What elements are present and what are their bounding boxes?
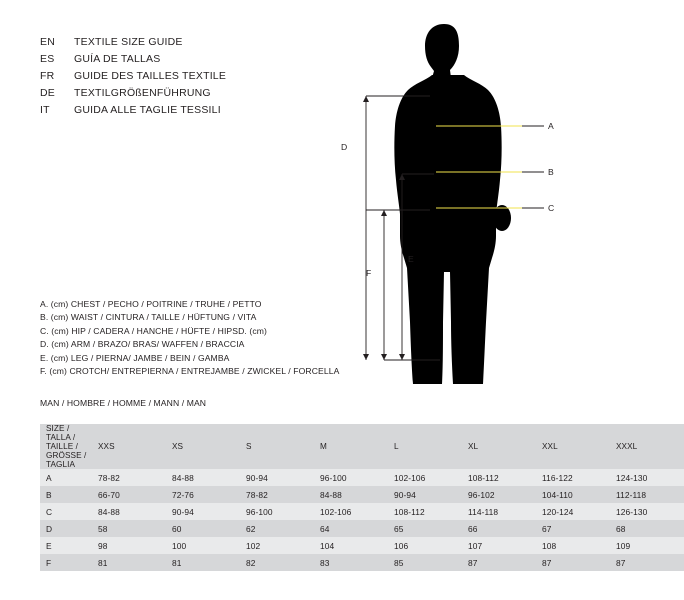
table-row bbox=[40, 469, 684, 486]
table-cell: 84-88 bbox=[166, 469, 240, 486]
table-cell: 102-106 bbox=[388, 469, 462, 486]
table-cell: 100 bbox=[166, 537, 240, 554]
table-cell: 124-130 bbox=[610, 469, 684, 486]
table-cell: 116-122 bbox=[536, 469, 610, 486]
table-cell: 90-94 bbox=[240, 469, 314, 486]
table-cell: 64 bbox=[314, 520, 388, 537]
legend-row-a: A. (cm) CHEST / PECHO / POITRINE / TRUHE / PETTO bbox=[40, 299, 262, 309]
table-row bbox=[40, 554, 684, 571]
size-table bbox=[40, 424, 684, 571]
table-cell: 90-94 bbox=[388, 486, 462, 503]
table-cell: 108-112 bbox=[462, 469, 536, 486]
table-row bbox=[40, 486, 684, 503]
table-header-cell: XXL bbox=[536, 424, 610, 469]
table-cell: 66-70 bbox=[92, 486, 166, 503]
legend-row-c: C. (cm) HIP / CADERA / HANCHE / HÜFTE / HIPSD. (cm) bbox=[40, 325, 267, 336]
table-cell: 112-118 bbox=[610, 486, 684, 503]
table-cell: 96-100 bbox=[240, 503, 314, 520]
table-header-cell: XS bbox=[166, 424, 240, 469]
table-cell: 84-88 bbox=[314, 486, 388, 503]
table-header-cell: XXS bbox=[92, 424, 166, 469]
table-header-cell: SIZE / TALLA / TAILLE / GRÖSSE / TAGLIA bbox=[40, 424, 92, 469]
table-cell: 83 bbox=[314, 554, 388, 571]
table-cell: 85 bbox=[388, 554, 462, 571]
table-header-cell: S bbox=[240, 424, 314, 469]
table-cell: 102-106 bbox=[314, 503, 388, 520]
table-cell: 98 bbox=[92, 537, 166, 554]
title-text: TEXTILE SIZE GUIDE bbox=[74, 36, 183, 48]
title-language-code: FR bbox=[40, 70, 55, 82]
title-language-code: IT bbox=[40, 104, 50, 116]
table-cell: 108-112 bbox=[388, 503, 462, 520]
title-text: GUIDA ALLE TAGLIE TESSILI bbox=[74, 104, 221, 116]
measurement-label-f: F bbox=[366, 268, 372, 278]
table-cell: 62 bbox=[240, 520, 314, 537]
table-header-cell: XXXL bbox=[610, 424, 684, 469]
table-cell: 90-94 bbox=[166, 503, 240, 520]
size-table-wrapper bbox=[40, 424, 648, 571]
legend-row-d: D. (cm) ARM / BRAZO/ BRAS/ WAFFEN / BRACCIA bbox=[40, 339, 245, 350]
title-row bbox=[40, 36, 370, 53]
table-cell: 87 bbox=[610, 554, 684, 571]
table-cell: 67 bbox=[536, 520, 610, 537]
table-cell: 81 bbox=[92, 554, 166, 571]
table-row bbox=[40, 537, 684, 554]
table-row-label: E bbox=[40, 537, 92, 554]
table-cell: 84-88 bbox=[92, 503, 166, 520]
measurement-label-a: A bbox=[548, 121, 554, 131]
table-cell: 58 bbox=[92, 520, 166, 537]
table-cell: 114-118 bbox=[462, 503, 536, 520]
table-cell: 106 bbox=[388, 537, 462, 554]
table-cell: 72-76 bbox=[166, 486, 240, 503]
table-cell: 68 bbox=[610, 520, 684, 537]
table-row-label: C bbox=[40, 503, 92, 520]
table-cell: 96-102 bbox=[462, 486, 536, 503]
table-cell: 104-110 bbox=[536, 486, 610, 503]
table-row bbox=[40, 520, 684, 537]
table-cell: 126-130 bbox=[610, 503, 684, 520]
table-row-label: F bbox=[40, 554, 92, 571]
table-cell: 82 bbox=[240, 554, 314, 571]
table-cell: 65 bbox=[388, 520, 462, 537]
title-text: GUÍA DE TALLAS bbox=[74, 53, 161, 65]
table-header-row bbox=[40, 424, 684, 469]
table-row bbox=[40, 503, 684, 520]
table-header-cell: L bbox=[388, 424, 462, 469]
title-row bbox=[40, 70, 370, 87]
title-text: GUIDE DES TAILLES TEXTILE bbox=[74, 70, 227, 82]
table-row-label: D bbox=[40, 520, 92, 537]
legend-row-f: F. (cm) CROTCH/ ENTREPIERNA / ENTREJAMBE / ZWICKEL / FORCELLA bbox=[40, 366, 340, 377]
table-cell: 87 bbox=[536, 554, 610, 571]
table-cell: 102 bbox=[240, 537, 314, 554]
table-cell: 81 bbox=[166, 554, 240, 571]
legend-row-b: B. (cm) WAIST / CINTURA / TAILLE / HÜFTUNG / VITA bbox=[40, 312, 257, 323]
measurement-label-e: E bbox=[408, 254, 414, 264]
table-row-label: B bbox=[40, 486, 92, 503]
table-cell: 104 bbox=[314, 537, 388, 554]
legend-row-e: E. (cm) LEG / PIERNA/ JAMBE / BEIN / GAMBA bbox=[40, 352, 230, 363]
table-cell: 108 bbox=[536, 537, 610, 554]
table-header-cell: M bbox=[314, 424, 388, 469]
table-row-label: A bbox=[40, 469, 92, 486]
measurement-label-b: B bbox=[548, 167, 554, 177]
title-row bbox=[40, 87, 370, 104]
title-text: TEXTILGRÖßENFÜHRUNG bbox=[74, 87, 211, 99]
title-language-code: DE bbox=[40, 87, 55, 99]
table-cell: 96-100 bbox=[314, 469, 388, 486]
table-cell: 109 bbox=[610, 537, 684, 554]
legend-block bbox=[40, 298, 370, 378]
table-cell: 66 bbox=[462, 520, 536, 537]
table-header-cell: XL bbox=[462, 424, 536, 469]
measurement-label-c: C bbox=[548, 203, 555, 213]
legend-gender-label: MAN / HOMBRE / HOMME / MANN / MAN bbox=[40, 398, 207, 408]
title-row bbox=[40, 104, 370, 121]
table-cell: 107 bbox=[462, 537, 536, 554]
measurement-label-d: D bbox=[341, 142, 348, 152]
table-cell: 60 bbox=[166, 520, 240, 537]
man-silhouette bbox=[388, 22, 568, 392]
table-cell: 87 bbox=[462, 554, 536, 571]
table-cell: 120-124 bbox=[536, 503, 610, 520]
table-cell: 78-82 bbox=[92, 469, 166, 486]
title-language-code: EN bbox=[40, 36, 55, 48]
title-language-code: ES bbox=[40, 53, 55, 65]
title-row bbox=[40, 53, 370, 70]
table-cell: 78-82 bbox=[240, 486, 314, 503]
title-block bbox=[40, 36, 370, 121]
